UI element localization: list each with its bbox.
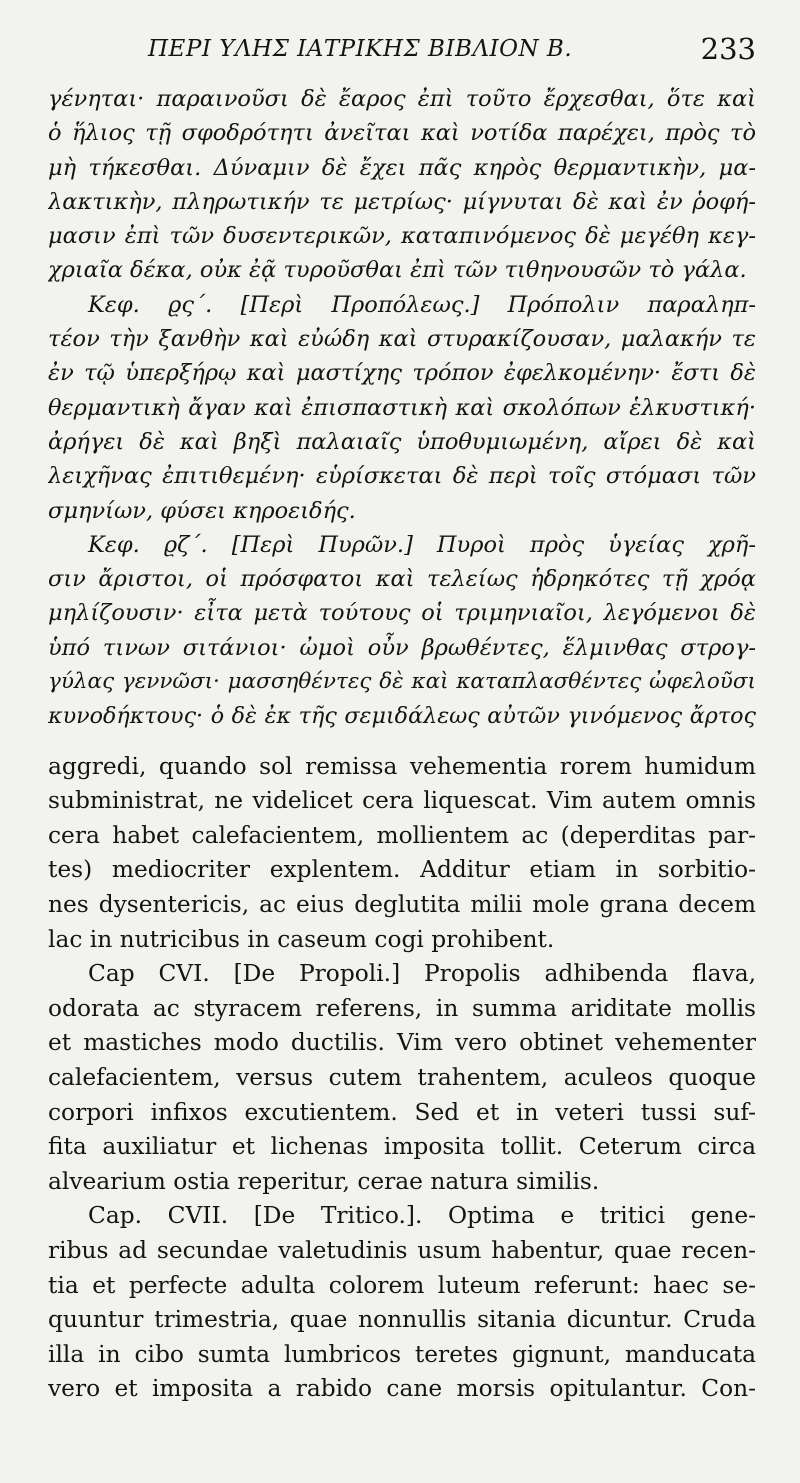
greek-text-line: τέον τὴν ξανθὴν καὶ εὐώδη καὶ στυρακίζουσαν, μαλακήν τε [48,326,756,353]
latin-text-line: lac in nutricibus in caseum cogi prohibent. [48,925,555,953]
running-title: ΠΕΡΙ ΥΛΗΣ ΙΑΤΡΙΚΗΣ ΒΙΒΛΙΟΝ Β. [148,36,573,62]
greek-text-block [48,82,756,734]
latin-text-line: cera habet calefacientem, mollientem ac (deperditas par- [48,821,756,849]
greek-text-line: ἀρήγει δὲ καὶ βηξὶ παλαιαῖς ὑποθυμιωμένη, αἴρει δὲ καὶ [48,428,756,455]
latin-text-line: fita auxiliatur et lichenas imposita tollit. Ceterum circa [48,1133,756,1161]
greek-text-line: θερμαντικὴ ἄγαν καὶ ἐπισπαστικὴ καὶ σκολόπων ἑλκυστική· [48,394,756,421]
greek-text-line: μηλίζουσιν· εἶτα μετὰ τούτους οἱ τριμηνιαῖοι, λεγόμενοι δὲ [48,600,756,627]
greek-text-line: γύλας γεννῶσι· μασσηθέντες δὲ καὶ καταπλασθέντες ὠφελοῦσι [48,669,756,695]
page-number: 233 [700,32,756,66]
greek-text-line: ὑπό τινων σιτάνιοι· ὠμοὶ οὖν βρωθέντες, ἕλμινθας στρογ- [48,634,756,661]
greek-text-line: μασιν ἐπὶ τῶν δυσεντερικῶν, καταπινόμενος δὲ μεγέθη κεγ- [48,223,756,250]
latin-text-line: illa in cibo sumta lumbricos teretes gignunt, manducata [48,1340,756,1368]
latin-text-line: alvearium ostia reperitur, cerae natura similis. [48,1167,600,1195]
greek-text-line: λειχῆνας ἐπιτιθεμένη· εὑρίσκεται δὲ περὶ τοῖς στόμασι τῶν [48,463,756,490]
greek-text-line: Κεφ. ϱς΄. [Περὶ Προπόλεως.] Πρόπολιν παραληπ- [88,291,756,318]
greek-text-line: χριαῖα δέκα, οὐκ ἐᾷ τυροῦσθαι ἐπὶ τῶν τιθηνουσῶν τὸ γάλα. [48,257,747,284]
latin-text-line: subministrat, ne videlicet cera liquescat. Vim autem omnis [48,787,756,815]
latin-text-line: ribus ad secundae valetudinis usum habentur, quae recen- [48,1236,756,1264]
latin-text-line: calefacientem, versus cutem trahentem, aculeos quoque [48,1063,756,1091]
greek-text-line: γένηται· παραινοῦσι δὲ ἔαρος ἐπὶ τοῦτο ἔρχεσθαι, ὅτε καὶ [48,86,756,112]
latin-text-block [48,750,756,1407]
latin-text-line: Cap. CVII. [De Tritico.]. Optima e tritici gene- [88,1202,756,1230]
latin-text-line: vero et imposita a rabido cane morsis opitulantur. Con- [48,1375,756,1403]
greek-text-line: σιν ἄριστοι, οἱ πρόσφατοι καὶ τελείως ἡδρηκότες τῇ χρόᾳ [48,566,756,593]
greek-text-line: Κεφ. ϱζ΄. [Περὶ Πυρῶν.] Πυροὶ πρὸς ὑγείας χρῆ- [88,531,756,558]
greek-text-line: ἐν τῷ ὑπερξήρῳ καὶ μαστίχης τρόπον ἐφελκομένην· ἔστι δὲ [48,360,756,387]
latin-text-line: et mastiches modo ductilis. Vim vero obtinet vehementer [48,1029,756,1057]
latin-text-line: quuntur trimestria, quae nonnullis sitania dicuntur. Cruda [48,1306,756,1334]
latin-text-line: corpori infixos excutientem. Sed et in veteri tussi suf- [48,1098,756,1126]
greek-text-line: λακτικὴν, πληρωτικήν τε μετρίως· μίγνυται δὲ καὶ ἐν ῥοφή- [48,188,756,215]
greek-text-line: μὴ τήκεσθαι. Δύναμιν δὲ ἔχει πᾶς κηρὸς θερμαντικὴν, μα- [48,154,756,181]
latin-text-line: tia et perfecte adulta colorem luteum referunt: haec se- [48,1271,756,1299]
latin-text-line: aggredi, quando sol remissa vehementia rorem humidum [48,752,756,780]
latin-text-line: tes) mediocriter explentem. Additur etiam in sorbitio- [48,856,756,884]
greek-text-line: ὁ ἥλιος τῇ σφοδρότητι ἀνεῖται καὶ νοτίδα παρέχει, πρὸς τὸ [48,120,756,147]
latin-text-line: Cap CVI. [De Propoli.] Propolis adhibenda flava, [88,960,756,988]
latin-text-line: odorata ac styracem referens, in summa ariditate mollis [48,994,756,1022]
greek-text-line: κυνοδήκτους· ὁ δὲ ἐκ τῆς σεμιδάλεως αὐτῶν γινόμενος ἄρτος [48,703,756,730]
running-head [48,30,756,82]
greek-text-line: σμηνίων, φύσει κηροειδής. [48,497,356,524]
latin-text-line: nes dysentericis, ac eius deglutita milii mole grana decem [48,891,756,919]
